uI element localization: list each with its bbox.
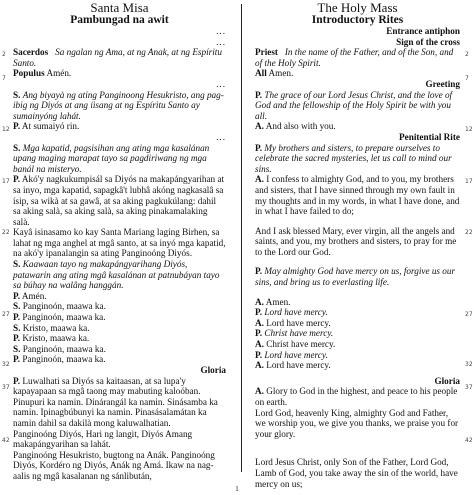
speaker-label: Populus xyxy=(13,68,45,79)
kyrie-text: Kristo, maawa ka. xyxy=(22,322,90,333)
placeholder-dots: ... xyxy=(216,26,226,36)
kyrie-a3-en xyxy=(255,360,460,371)
left-subtitle: Pambungad na awit xyxy=(70,14,169,26)
kyrie-p2-en xyxy=(255,328,460,339)
speaker-label: S. xyxy=(13,142,21,153)
greeting-text: The grace of our Lord Jesus Christ, and the love of God and the fellowship of the Holy Spirit be with you all. xyxy=(255,89,453,121)
gloria-text: Glory to God in the highest, and peace to his people on earth. xyxy=(255,386,458,407)
speaker-label: P. xyxy=(255,349,263,360)
kyrie-text: Christ have mercy. xyxy=(264,328,334,339)
confiteor-text: Akó'y nagkukumpisál sa Diyós na makapángyarihan at sa inyo, mga kapatid, sapagkâ't lubhâ akóng nagkasalâ sa ísip, sa wikà at sa gawâ, at sa aking pagkukúlang: dahil sa aking salà, sa aking salà, sa aking pinakamalaking salà. xyxy=(13,174,225,227)
line-number: 22 xyxy=(465,229,473,236)
kyrie-text: Lord have mercy. xyxy=(266,360,331,371)
speaker-label: P. xyxy=(13,290,21,301)
placeholder-dots: ... xyxy=(216,36,226,47)
gloria-p1 xyxy=(13,376,226,397)
populus-line xyxy=(13,68,226,79)
confiteor-a-en xyxy=(255,174,460,216)
speaker-label: S. xyxy=(13,89,21,100)
spacer xyxy=(255,217,460,226)
absolution-text: Kaawaan tayo ng makapángyarihang Diyós, patawarin ang ating mgâ kasalánan at patnubáyan tayo sa búhay na walâng hanggán. xyxy=(13,259,220,291)
greeting-p xyxy=(13,121,226,132)
kyrie-text: Christ have mercy. xyxy=(266,339,336,350)
absolution-p-en xyxy=(255,266,460,287)
kyrie-s3 xyxy=(13,344,226,355)
right-subtitle: Introductory Rites xyxy=(311,14,404,26)
greeting-p-text: At sumaiyó rin. xyxy=(21,121,80,132)
amen-p xyxy=(13,291,226,302)
page-number: 1 xyxy=(235,485,239,493)
line-number: 12 xyxy=(465,126,473,133)
spacer xyxy=(255,288,460,297)
speaker-label: S. xyxy=(13,343,21,354)
line-number: 22 xyxy=(2,229,10,236)
sign-of-cross-heading: Sign of the cross xyxy=(396,36,460,47)
left-title: Santa Misa xyxy=(90,0,149,15)
line-number: 27 xyxy=(465,311,473,318)
amen-a-en xyxy=(255,297,460,308)
placeholder-dots: ... xyxy=(216,131,226,142)
line-number: 42 xyxy=(2,437,10,444)
speaker-label: Priest xyxy=(255,47,278,58)
speaker-label: A. xyxy=(255,360,264,371)
column-divider xyxy=(241,4,242,472)
speaker-label: P. xyxy=(255,328,263,339)
greeting-response: And also with you. xyxy=(265,121,336,132)
greeting-a-en xyxy=(255,121,460,132)
amen-text: Amen. xyxy=(265,296,291,307)
all-text: Amen. xyxy=(268,68,294,79)
greeting-s xyxy=(13,90,226,122)
line-number: 2 xyxy=(2,51,6,58)
kyrie-p3 xyxy=(13,354,226,365)
greeting-p-en xyxy=(255,90,460,122)
speaker-label: P. xyxy=(13,333,21,344)
kyrie-p1 xyxy=(13,312,226,323)
speaker-label: Sacerdos xyxy=(13,47,49,58)
gloria-p3: Panginoóng Diyós, Hari ng langit, Diyós Amang makapángyarihan sa lahát. xyxy=(13,428,193,450)
speaker-label: P. xyxy=(13,354,21,365)
gloria-p4: Panginoóng Hesukristo, bugtong na Anák. Panginoóng Diyós, Kordéro ng Diyós, Anák ng Amá. Ikaw na nag-aalis ng mgâ kasalanan ng sánlibután, xyxy=(13,449,215,481)
speaker-label: A. xyxy=(255,339,264,350)
kyrie-a2-en xyxy=(255,339,460,350)
line-number: 2 xyxy=(465,51,469,58)
gloria-heading-left: Gloria xyxy=(200,365,226,375)
entrance-antiphon-heading: Entrance antiphon xyxy=(386,26,460,36)
greeting-s-text: Ang biyayà ng ating Panginoong Hesukristo, ang pag-ibig ng Diyós at ang íisang at ng Espíritu Santo ay sumainyóng lahát. xyxy=(13,89,224,121)
confiteor-a2-en: And I ask blessed Mary, ever virgin, all the angels and saints, and you, my brothers and sisters, to pray for me to the Lord our God. xyxy=(255,225,457,257)
line-number: 32 xyxy=(465,361,473,368)
placeholder-dots: ... xyxy=(216,78,226,89)
line-number: 7 xyxy=(465,75,469,82)
speaker-label: P. xyxy=(255,89,263,100)
kyrie-text: Panginoón, maawa ka. xyxy=(22,312,106,323)
line-number: 37 xyxy=(2,384,10,391)
kyrie-text: Panginoón, maawa ka. xyxy=(22,354,106,365)
line-number: 7 xyxy=(2,75,6,82)
kyrie-text: Panginoón, maawa ka. xyxy=(22,301,106,312)
amen-text: Amén. xyxy=(21,290,47,301)
confiteor-p2: Kayâ isinasamo ko kay Santa Mariang laging Birhen, sa lahat ng mga anghel at mgâ santo, at sa inyó mga kapatid, na akó'y ipanalangin sa ating Panginoóng Diyós. xyxy=(13,227,226,259)
gloria-p2: Pinupuri ka namin. Dinárangál ka namin. Sinásamba ka namin. Ipinagbúbunyi ka namin. Pinasásalamátan ka namin dahil sa dakilà mong kaluwalhatian. xyxy=(13,396,218,428)
speaker-label: S. xyxy=(13,301,21,312)
speaker-label: S. xyxy=(13,259,21,270)
kyrie-p2 xyxy=(13,333,226,344)
speaker-label: A. xyxy=(255,386,264,397)
line-number: 17 xyxy=(465,178,473,185)
speaker-label: A. xyxy=(255,296,264,307)
speaker-label: P. xyxy=(13,375,21,386)
kyrie-s1 xyxy=(13,301,226,312)
kyrie-text: Lord have mercy. xyxy=(264,307,328,318)
kyrie-text: Kristo, maawa ka. xyxy=(22,333,90,344)
gloria-a3-en: Lord Jesus Christ, only Son of the Father, Lord God, Lamb of God, you take away the sin of the world, have mercy on us; xyxy=(255,457,458,489)
kyrie-text: Lord have mercy. xyxy=(266,317,331,328)
gloria-a2-en: Lord God, heavenly King, almighty God and Father, we worship you, we give you thanks, we praise you for your glory. xyxy=(255,407,459,439)
speaker-label: P. xyxy=(255,266,263,277)
sacerdos-line xyxy=(13,47,226,68)
speaker-label: A. xyxy=(255,121,264,132)
spacer xyxy=(255,448,460,457)
priest-text: In the name of the Father, and of the Son, and of the Holy Spirit. xyxy=(255,47,454,68)
sacerdos-text: Sa ngalan ng Ama, at ng Anak, at ng Espíritu Santo. xyxy=(13,47,222,68)
gloria-heading-right: Gloria xyxy=(434,375,460,386)
confiteor-p xyxy=(13,174,226,227)
speaker-label: P. xyxy=(13,174,21,185)
confiteor-text: I confess to almighty God, and to you, my brothers and sisters, that I have sinned through my own fault in my thoughts and in my words, in what I have done, and in what I have failed to do; xyxy=(255,174,460,217)
line-number: 42 xyxy=(465,437,473,444)
line-number: 37 xyxy=(465,384,473,391)
populus-text: Amén. xyxy=(46,68,72,79)
kyrie-p1-en xyxy=(255,307,460,318)
penitential-s xyxy=(13,143,226,175)
spacer xyxy=(255,439,460,448)
filipino-column xyxy=(13,1,226,482)
right-title: The Holy Mass xyxy=(317,0,398,15)
speaker-label: P. xyxy=(13,312,21,323)
all-line xyxy=(255,68,460,79)
speaker-label: P. xyxy=(13,121,21,132)
priest-line xyxy=(255,47,460,68)
penitential-s-text: Mga kapatid, pagsisihan ang ating mga kasalánan upang maging marapat tayo sa pagdiriwang ng mga banál na misteryo. xyxy=(13,142,210,174)
penitential-p-en xyxy=(255,143,460,175)
gloria-a1-en xyxy=(255,386,460,407)
kyrie-a1-en xyxy=(255,318,460,329)
kyrie-s2 xyxy=(13,323,226,334)
line-number: 12 xyxy=(2,126,10,133)
speaker-label: All xyxy=(255,68,267,79)
line-number: 27 xyxy=(2,311,10,318)
speaker-label: A. xyxy=(255,317,264,328)
speaker-label: A. xyxy=(255,174,264,185)
kyrie-text: Lord have mercy. xyxy=(264,349,328,360)
kyrie-text: Panginoón, maawa ka. xyxy=(22,343,106,354)
penitential-heading: Penitential Rite xyxy=(399,131,460,142)
line-number: 32 xyxy=(2,361,10,368)
line-number: 17 xyxy=(2,178,10,185)
gloria-text: Luwalhati sa Diyós sa kaitaasan, at sa lupa'y kapayapaan sa mgâ taong may mabuting kaloóban. xyxy=(13,375,201,397)
spacer xyxy=(255,257,460,266)
kyrie-p3-en xyxy=(255,350,460,361)
english-column xyxy=(255,1,460,489)
absolution-text: May almighty God have mercy on us, forgive us our sins, and bring us to everlasting life. xyxy=(255,266,456,288)
absolution-s xyxy=(13,259,226,291)
speaker-label: S. xyxy=(13,322,21,333)
speaker-label: P. xyxy=(255,307,263,318)
greeting-heading: Greeting xyxy=(425,78,460,89)
penitential-text: My brothers and sisters, to prepare ourselves to celebrate the sacred mysteries, let us call to mind our sins. xyxy=(255,142,452,174)
speaker-label: P. xyxy=(255,142,263,153)
